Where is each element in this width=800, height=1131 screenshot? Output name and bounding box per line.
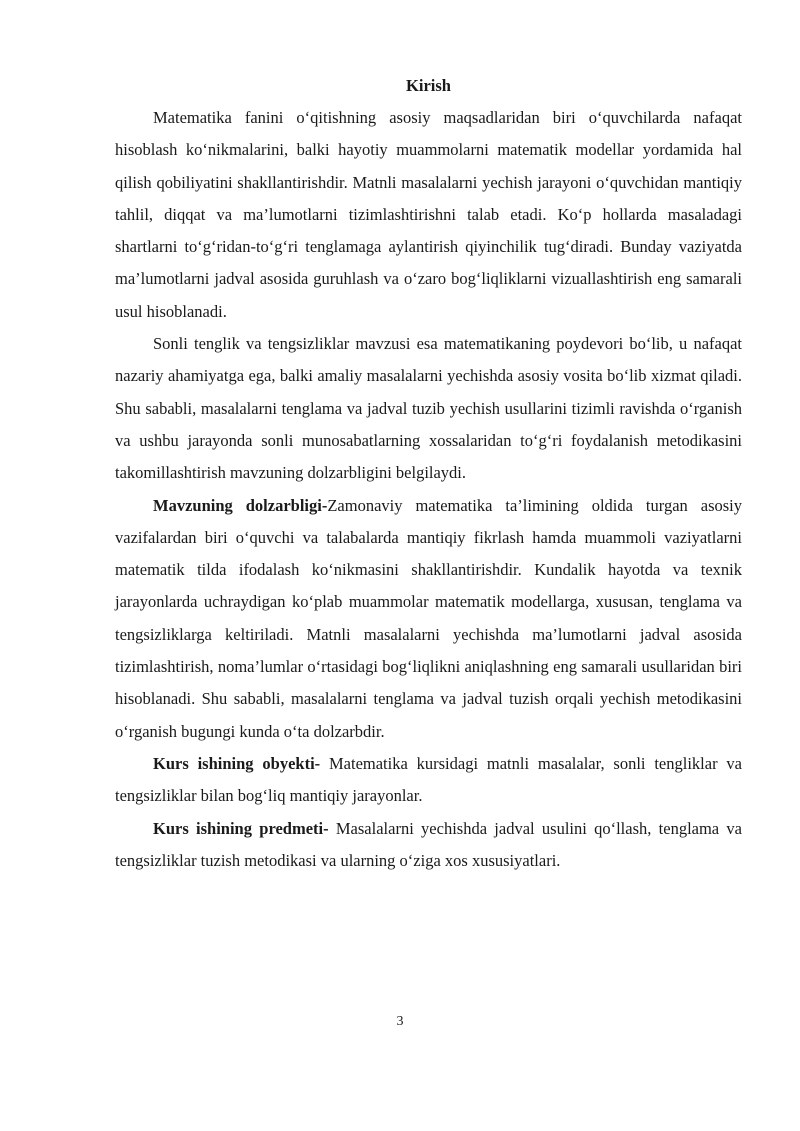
section-title: Kirish [406,76,451,95]
paragraph-intro-2 [115,328,742,489]
paragraph-relevance [115,490,742,748]
paragraph-subject [115,813,742,878]
page-number: 3 [396,1014,404,1029]
paragraph-object [115,748,742,813]
document-page [115,74,742,877]
paragraph-text: Sonli tenglik va tengsizliklar mavzusi esa matematikaning poydevori bo‘lib, u nafaqat nazariy ahamiyatga ega, balki amaliy masalalarni yechishda asosiy vosita bo‘lib xizmat qiladi. Shu sababli, masalalarni tenglama va jadval tuzib yechish usullarini tizimli ravishda o‘rganish va ushbu jarayonda sonli munosabatlarning xossalaridan to‘g‘ri foydalanish metodikasini takomillashtirish mavzuning dolzarbligini belgilaydi. [115,334,742,483]
paragraph-text: Zamonaviy matematika ta’limining oldida turgan asosiy vazifalardan biri o‘quvchi va talabalarda mantiqiy fikrlash hamda muammoli vaziyatlarni matematik tilda ifodalash ko‘nikmasini shakllantirishdir. Kundalik hayotda va texnik jarayonlarda uchraydigan ko‘plab muammolar matematik modellarga, xususan, tenglama va tengsizliklarga keltiriladi. Matnli masalalarni yechishda ma’lumotlarni jadval asosida tizimlashtirish, noma’lumlar o‘rtasidagi bog‘liqlikni aniqlashning eng samarali usullaridan biri hisoblanadi. Shu sababli, masalalarni tenglama va jadval tuzish orqali yechish metodikasini o‘rganish bugungi kunda o‘ta dolzarbdir. [115,495,743,741]
paragraph-intro-1 [115,102,742,328]
paragraph-text: Masalalarni yechishda jadval usulini qo‘llash, tenglama va tengsizliklar tuzish metodikasi va ularning o‘ziga xos xususiyatlari. [115,818,742,870]
paragraph-lead: Mavzuning dolzarbligi- [153,495,328,515]
paragraph-lead: Kurs ishining obyekti- [153,753,329,773]
paragraph-text: Matematika kursidagi matnli masalalar, sonli tengliklar va tengsizliklar bilan bog‘liq mantiqiy jarayonlar. [115,753,742,806]
paragraph-lead: Kurs ishining predmeti- [153,818,336,838]
paragraph-text: Matematika fanini o‘qitishning asosiy maqsadlaridan biri o‘quvchilarda nafaqat hisoblash ko‘nikmalarini, balki hayotiy muammolarni matematik modellar yordamida hal qilish qobiliyatini shakllantirishdir. Matnli masalalarni yechish jarayoni o‘quvchidan mantiqiy tahlil, diqqat va ma’lumotlarni tizimlashtirishni talab etadi. Ko‘p hollarda masaladagi shartlarni to‘g‘ridan-to‘g‘ri tenglamaga aylantirish qiyinchilik tug‘diradi. Bunday vaziyatda ma’lumotlarni jadval asosida guruhlash va o‘zaro bog‘liqliklarni vizuallashtirish eng samarali usul hisoblanadi. [115,108,742,321]
